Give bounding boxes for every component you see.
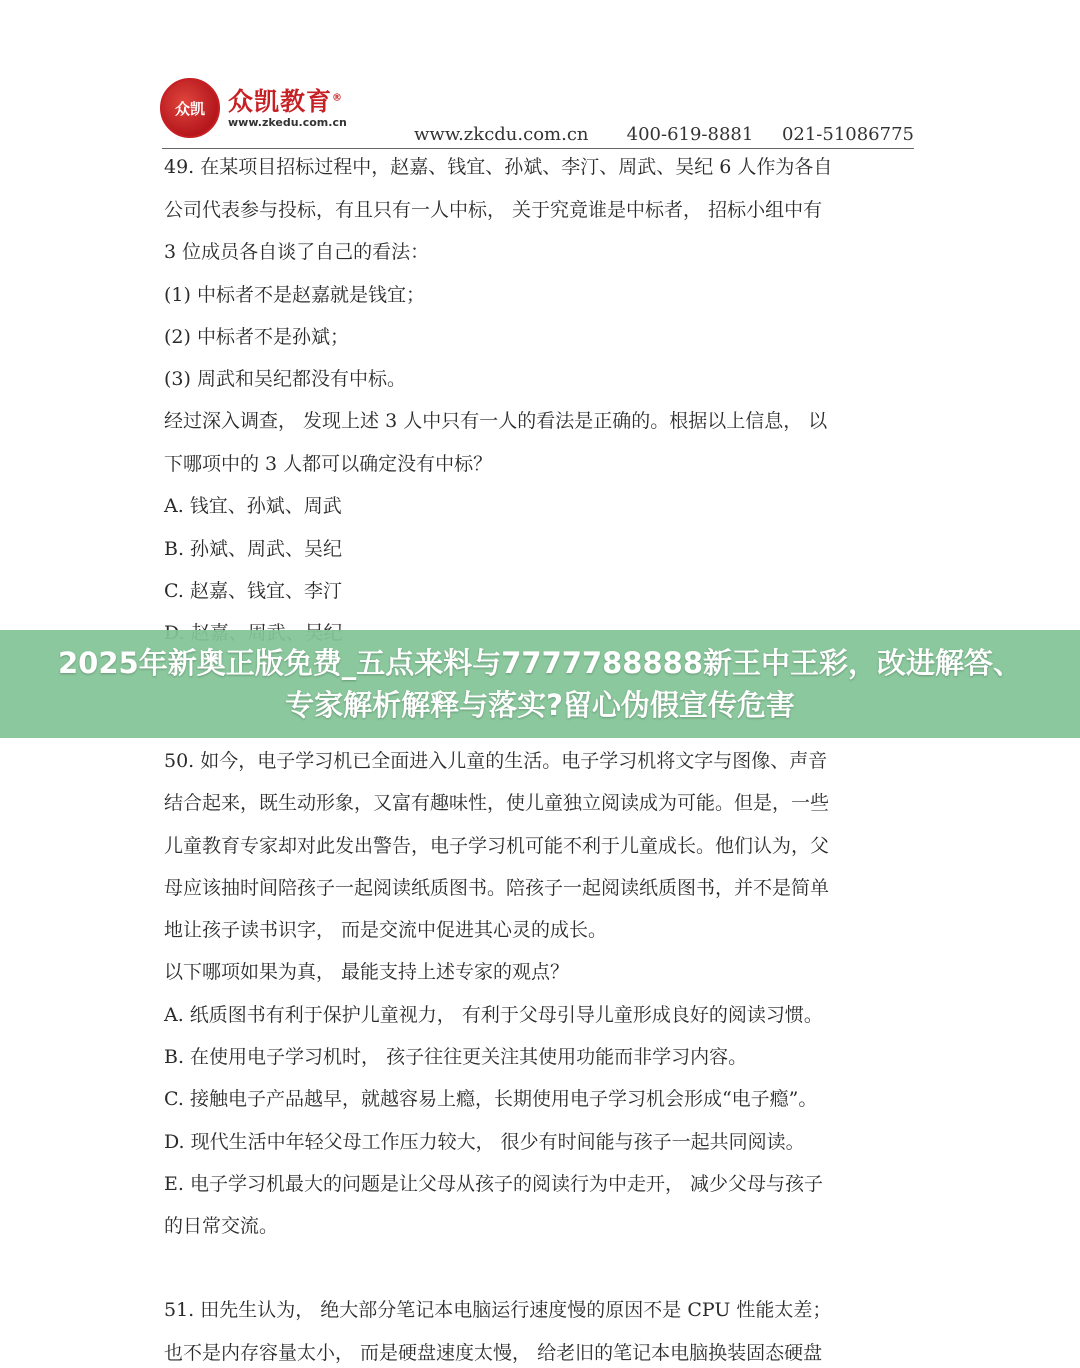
- option-line: E. 电子学习机最大的问题是让父母从孩子的阅读行为中走开， 减少父母与孩子: [164, 1173, 823, 1195]
- text-line: (2) 中标者不是孙斌；: [164, 326, 349, 348]
- text-line: 经过深入调查， 发现上述 3 人中只有一人的看法是正确的。根据以上信息， 以: [164, 410, 828, 432]
- option-line: D. 现代生活中年轻父母工作压力较大， 很少有时间能与孩子一起共同阅读。: [164, 1131, 805, 1153]
- text-line: 公司代表参与投标，有且只有一人中标， 关于究竟谁是中标者， 招标小组中有: [164, 199, 823, 221]
- text-line: (1) 中标者不是赵嘉就是钱宜；: [164, 284, 425, 306]
- text-line: 母应该抽时间陪孩子一起阅读纸质图书。陪孩子一起阅读纸质图书，并不是简单: [164, 877, 830, 899]
- text-line: 儿童教育专家却对此发出警告，电子学习机可能不利于儿童成长。他们认为，父: [164, 835, 830, 857]
- option-line: 的日常交流。: [164, 1215, 279, 1237]
- brand-logo: [160, 78, 360, 138]
- text-line: 也不是内存容量太小， 而是硬盘速度太慢， 给老旧的笔记本电脑换装固态硬盘: [164, 1342, 823, 1364]
- header-phone-2: 021-51086775: [781, 124, 914, 145]
- header-phones: [627, 124, 914, 145]
- option-line: C. 接触电子产品越早，就越容易上瘾，长期使用电子学习机会形成“电子瘾”。: [164, 1088, 818, 1110]
- brand-url: www.zkedu.com.cn: [228, 116, 347, 129]
- text-line: 下哪项中的 3 人都可以确定没有中标？: [164, 453, 493, 475]
- header-contacts: [414, 124, 914, 145]
- banner-title: 2025年新奥正版免费_五点来料与7777788888新王中王彩，改进解答、专家解析解释与落实?留心伪假宣传危害: [58, 646, 1022, 722]
- text-line: 地让孩子读书识字， 而是交流中促进其心灵的成长。: [164, 919, 608, 941]
- header-divider: [162, 148, 914, 149]
- header-phone-1: 400-619-8881: [626, 124, 754, 145]
- overlay-banner: [0, 630, 1080, 738]
- option-line: A. 纸质图书有利于保护儿童视力， 有利于父母引导儿童形成良好的阅读习惯。: [164, 1004, 823, 1026]
- brand-seal: 众凯: [160, 78, 220, 138]
- text-line: 3 位成员各自谈了自己的看法：: [164, 241, 430, 263]
- text-line: 结合起来，既生动形象，又富有趣味性，使儿童独立阅读成为可能。但是，一些: [164, 792, 830, 814]
- text-line: 以下哪项如果为真， 最能支持上述专家的观点？: [164, 961, 570, 983]
- option-line: B. 孙斌、周武、吴纪: [164, 538, 343, 560]
- brand-name: 众凯教育®: [228, 87, 344, 116]
- option-line: C. 赵嘉、钱宜、李汀: [164, 580, 342, 602]
- text-line: 51. 田先生认为， 绝大部分笔记本电脑运行速度慢的原因不是 CPU 性能太差；: [164, 1299, 832, 1321]
- option-line: B. 在使用电子学习机时， 孩子往往更关注其使用功能而非学习内容。: [164, 1046, 748, 1068]
- text-line: 50. 如今，电子学习机已全面进入儿童的生活。电子学习机将文字与图像、声音: [164, 750, 828, 772]
- header-website: www.zkcdu.com.cn: [414, 124, 589, 145]
- text-line: (3) 周武和吴纪都没有中标。: [164, 368, 406, 390]
- option-line: A. 钱宜、孙斌、周武: [164, 495, 342, 517]
- text-line: 49. 在某项目招标过程中，赵嘉、钱宜、孙斌、李汀、周武、吴纪 6 人作为各自: [164, 156, 833, 178]
